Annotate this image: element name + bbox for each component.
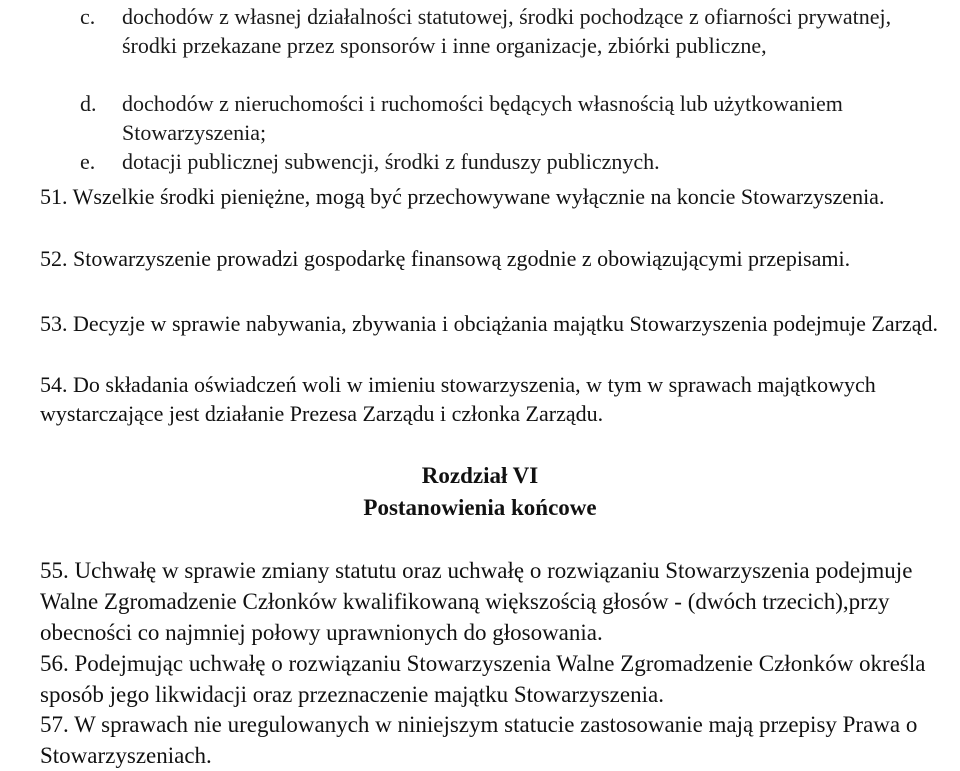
chapter-number: Rozdział VI [421,463,539,488]
paragraph-55 [40,555,952,648]
paragraph-text: Wszelkie środki pieniężne, mogą być przechowywane wyłącznie na koncie Stowarzyszenia. [72,184,885,209]
paragraph-text: Podejmując uchwałę o rozwiązaniu Stowarzyszenia Walne Zgromadzenie Członków określa sposób jego likwidacji oraz przeznaczenie majątku Stowarzyszenia. [40,651,926,707]
paragraph-text: Uchwałę w sprawie zmiany statutu oraz uchwałę o rozwiązaniu Stowarzyszenia podejmuje Walne Zgromadzenie Członków kwalifikowaną większością głosów - (dwóch trzecich),przy obecności co najmniej połowy uprawnionych do głosowania. [40,558,913,645]
paragraph-number: 51. [40,184,68,209]
paragraph-number: 53. [40,311,68,336]
list-item-text: dotacji publicznej subwencji, środki z funduszy publicznych. [122,149,660,174]
list-marker: e. [80,149,96,174]
paragraph-51 [40,182,952,211]
paragraph-text: Do składania oświadczeń woli w imieniu stowarzyszenia, w tym w sprawach majątkowych wystarczające jest działanie Prezesa Zarządu i członka Zarządu. [40,372,876,426]
list-item-text: dochodów z nieruchomości i ruchomości będących własnością lub użytkowaniem Stowarzyszenia; [122,91,843,145]
paragraph-56 [40,648,952,710]
paragraph-number: 52. [40,246,68,271]
paragraph-53 [40,309,952,338]
paragraph-number: 54. [40,372,68,397]
paragraph-54 [40,370,952,428]
paragraph-text: Decyzje w sprawie nabywania, zbywania i obciążania majątku Stowarzyszenia podejmuje Zarząd. [73,311,938,336]
paragraph-text: W sprawach nie uregulowanych w niniejszym statucie zastosowanie mają przepisy Prawa o Stowarzyszeniach. [40,712,918,768]
paragraph-text: Stowarzyszenie prowadzi gospodarkę finansową zgodnie z obowiązującymi przepisami. [73,246,851,271]
paragraph-number: 55. [40,558,69,583]
list-item-c [80,2,950,60]
chapter-title: Postanowienia końcowe [363,495,597,520]
paragraph-57 [40,709,952,771]
list-item-text: dochodów z własnej działalności statutowej, środki pochodzące z ofiarności prywatnej, środki przekazane przez sponsorów i inne organizacje, zbiórki publiczne, [122,4,892,58]
list-marker: d. [80,91,97,116]
list-marker: c. [80,4,96,29]
list-item-d [80,89,950,147]
paragraph-number: 57. [40,712,69,737]
paragraph-52 [40,244,952,273]
list-item-e [80,147,950,176]
paragraph-number: 56. [40,651,69,676]
